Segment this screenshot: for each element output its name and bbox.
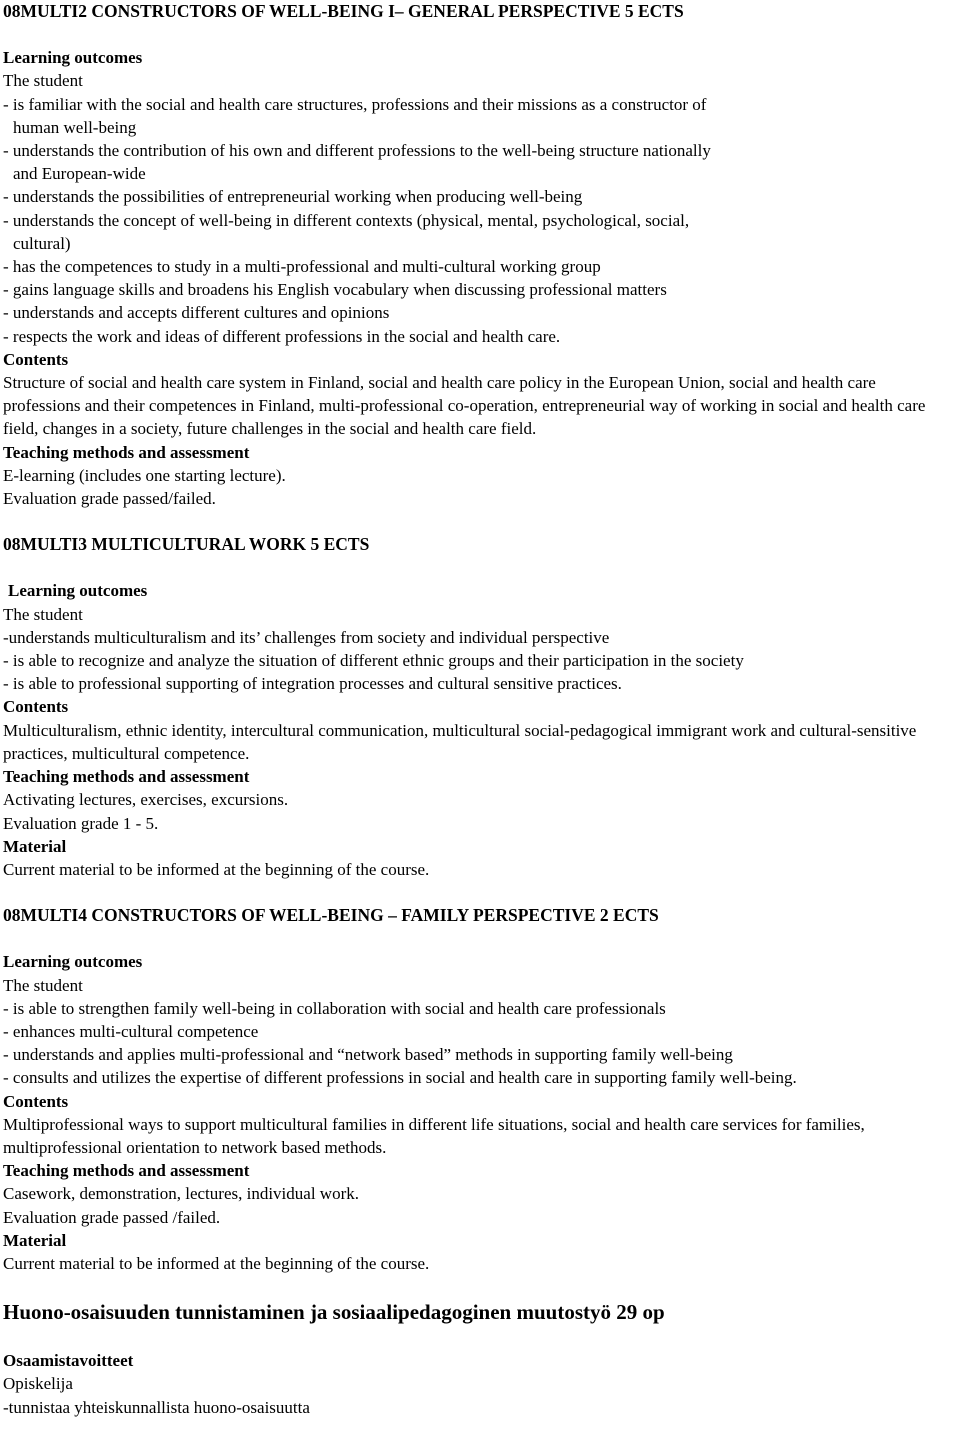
- spacer: [3, 927, 960, 950]
- outcome-item: - is able to recognize and analyze the situation of different ethnic groups and their participation in the society: [3, 651, 744, 671]
- learning-outcomes-heading: Osaamistavoitteet: [3, 1351, 134, 1371]
- spacer: [3, 23, 960, 46]
- course-08multi4: [3, 904, 960, 1275]
- course-title: 08MULTI4 CONSTRUCTORS OF WELL-BEING – FAMILY PERSPECTIVE 2 ECTS: [3, 905, 659, 926]
- student-label: Opiskelija: [3, 1374, 73, 1394]
- spacer: [3, 510, 960, 533]
- teaching-methods-text: Casework, demonstration, lectures, individual work.: [3, 1184, 359, 1204]
- outcome-item: - has the competences to study in a multi-professional and multi-cultural working group: [3, 257, 601, 277]
- outcome-item-continuation: human well-being: [13, 117, 137, 137]
- course-title: 08MULTI3 MULTICULTURAL WORK 5 ECTS: [3, 534, 370, 555]
- spacer: [3, 1275, 960, 1298]
- course-08multi2: [3, 0, 960, 510]
- material-heading: Material: [3, 1230, 67, 1250]
- outcome-item: - understands and applies multi-professional and “network based” methods in supporting family well-being: [3, 1045, 733, 1065]
- learning-outcomes-heading: Learning outcomes: [3, 952, 143, 972]
- evaluation-text: Evaluation grade passed/failed.: [3, 489, 216, 509]
- section-title: Huono-osaisuuden tunnistaminen ja sosiaalipedagoginen muutostyö 29 op: [3, 1300, 665, 1325]
- spacer: [3, 881, 960, 904]
- spacer: [3, 556, 960, 579]
- student-label: The student: [3, 71, 83, 91]
- contents-heading: Contents: [3, 1091, 69, 1111]
- material-text: Current material to be informed at the beginning of the course.: [3, 1253, 430, 1273]
- material-text: Current material to be informed at the beginning of the course.: [3, 859, 430, 879]
- course-title: 08MULTI2 CONSTRUCTORS OF WELL-BEING I– GENERAL PERSPECTIVE 5 ECTS: [3, 1, 684, 21]
- outcome-item: - is familiar with the social and health care structures, professions and their missions as a constructor of: [3, 94, 707, 114]
- teaching-methods-text: Activating lectures, exercises, excursions.: [3, 790, 289, 810]
- spacer: [3, 1326, 960, 1349]
- teaching-methods-heading: Teaching methods and assessment: [3, 1161, 250, 1181]
- evaluation-text: Evaluation grade passed /failed.: [3, 1207, 221, 1227]
- contents-text: Multiculturalism, ethnic identity, intercultural communication, multicultural social-pedagogical immigrant work and cultural-sensitive practices, multicultural competence.: [3, 720, 917, 763]
- outcome-item: - understands and accepts different cultures and opinions: [3, 303, 390, 323]
- outcome-item: - is able to professional supporting of integration processes and cultural sensitive practices.: [3, 674, 622, 694]
- outcome-item: - gains language skills and broadens his English vocabulary when discussing professional matters: [3, 280, 667, 300]
- outcome-item: - consults and utilizes the expertise of different professions in social and health care in supporting family well-being.: [3, 1068, 797, 1088]
- student-label: The student: [3, 975, 83, 995]
- section-huono-osaisuus: [3, 1298, 960, 1419]
- outcome-item-continuation: and European-wide: [13, 164, 146, 184]
- outcome-item: - understands the concept of well-being in different contexts (physical, mental, psychological, social,: [3, 210, 690, 230]
- contents-text: Structure of social and health care system in Finland, social and health care policy in the European Union, social and health care professions and their competences in Finland, multi-professional co-operation, entrepreneurial way of working in social and health care field, changes in a society, future challenges in the social and health care field.: [3, 373, 926, 439]
- outcome-item: - understands the contribution of his own and different professions to the well-being structure nationally: [3, 141, 711, 161]
- evaluation-text: Evaluation grade 1 - 5.: [3, 813, 159, 833]
- teaching-methods-text: E-learning (includes one starting lecture).: [3, 465, 286, 485]
- outcome-item-continuation: cultural): [13, 233, 71, 253]
- learning-outcomes-heading: Learning outcomes: [8, 581, 148, 601]
- contents-text: Multiprofessional ways to support multicultural families in different life situations, social and health care services for families, multiprofessional orientation to network based methods.: [3, 1114, 865, 1157]
- outcome-item: -understands multiculturalism and its’ challenges from society and individual perspective: [3, 627, 610, 647]
- student-label: The student: [3, 604, 83, 624]
- outcome-item: - is able to strengthen family well-being in collaboration with social and health care professionals: [3, 998, 666, 1018]
- teaching-methods-heading: Teaching methods and assessment: [3, 767, 250, 787]
- outcome-item: -tunnistaa yhteiskunnallista huono-osaisuutta: [3, 1397, 310, 1417]
- course-08multi3: [3, 533, 960, 881]
- outcome-item: - respects the work and ideas of different professions in the social and health care.: [3, 326, 561, 346]
- outcome-item: - understands the possibilities of entrepreneurial working when producing well-being: [3, 187, 583, 207]
- material-heading: Material: [3, 836, 67, 856]
- outcome-item: - enhances multi-cultural competence: [3, 1021, 259, 1041]
- teaching-methods-heading: Teaching methods and assessment: [3, 442, 250, 462]
- contents-heading: Contents: [3, 697, 69, 717]
- contents-heading: Contents: [3, 349, 69, 369]
- learning-outcomes-heading: Learning outcomes: [3, 48, 143, 68]
